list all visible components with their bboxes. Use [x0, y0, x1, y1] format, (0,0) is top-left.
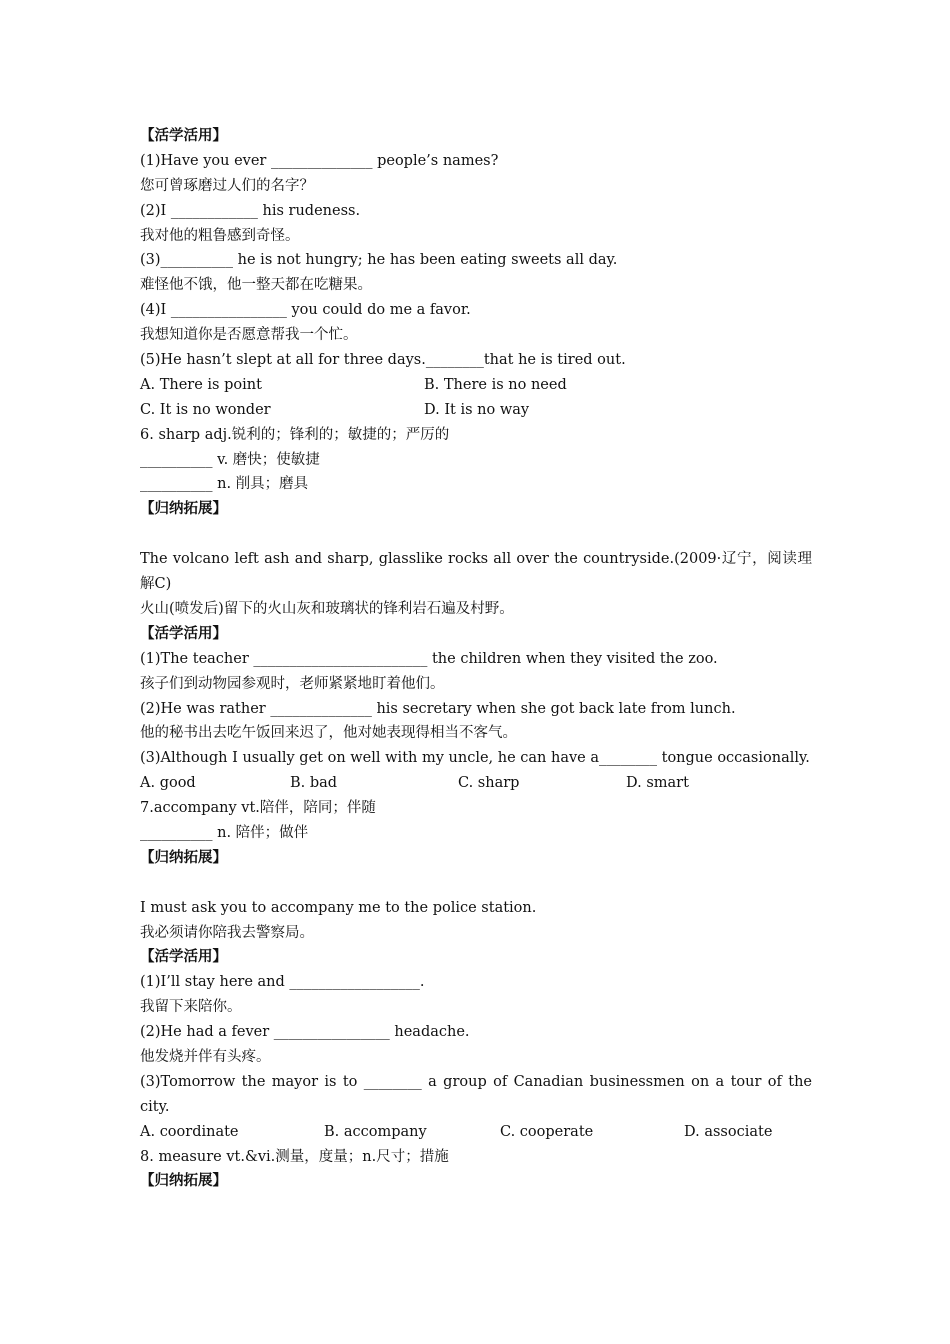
- blank-line: [140, 522, 812, 547]
- exercise-question: (2)I ____________ his rudeness.: [140, 202, 361, 219]
- exercise-question: (3)__________ he is not hungry; he has been eating sweets all day.: [140, 252, 618, 269]
- word-form: __________ n. 陪伴；做伴: [140, 824, 309, 841]
- section-heading: 【活学活用】: [140, 128, 227, 144]
- exercise-question: (5)He hasn’t slept at all for three days.________that he is tired out.: [140, 352, 626, 369]
- option-c: C. sharp: [458, 775, 520, 792]
- exercise-translation: 我留下来陪你。: [140, 999, 242, 1016]
- option-c: C. cooperate: [500, 1123, 594, 1140]
- exercise-question: (3)Tomorrow the mayor is to ________ a group of Canadian businessmen on a tour of the city.: [140, 1073, 812, 1115]
- option-d: D. smart: [626, 775, 689, 792]
- section-heading: 【活学活用】: [140, 949, 227, 966]
- word-form: __________ v. 磨快；使敏捷: [140, 451, 320, 468]
- exercise-translation: 他发烧并伴有头疼。: [140, 1049, 271, 1065]
- exercise-question: (1)I’ll stay here and __________________.: [140, 974, 425, 991]
- exercise-question: (4)I ________________ you could do me a favor.: [140, 302, 471, 319]
- option-b: B. There is no need: [424, 376, 567, 393]
- exercise-translation: 您可曾琢磨过人们的名字？: [140, 177, 314, 194]
- word-entry-title: 6. sharp adj.锐利的；锋利的；敏捷的；严厉的: [140, 426, 450, 443]
- answer-options: [140, 398, 812, 423]
- exercise-translation: 孩子们到动物园参观时，老师紧紧地盯着他们。: [140, 675, 445, 692]
- option-a: A. coordinate: [140, 1123, 239, 1140]
- exercise-question: (2)He was rather ______________ his secretary when she got back late from lunch.: [140, 700, 736, 717]
- exercise-question: (3)Although I usually get on well with my uncle, he can have a________ tongue occasionally.: [140, 750, 810, 767]
- exercise-question: (1)The teacher ________________________ the children when they visited the zoo.: [140, 650, 718, 667]
- worksheet-page: [140, 124, 812, 1194]
- answer-options: [140, 373, 812, 398]
- exercise-question: (1)Have you ever ______________ people’s names?: [140, 152, 499, 169]
- word-form: __________ n. 削具；磨具: [140, 476, 309, 493]
- section-heading: 【归纳拓展】: [140, 849, 227, 866]
- option-d: D. associate: [684, 1123, 773, 1140]
- example-translation: 火山(喷发后)留下的火山灰和玻璃状的锋利岩石遍及村野。: [140, 600, 514, 617]
- option-d: D. It is no way: [424, 401, 530, 418]
- section-heading: 【归纳拓展】: [140, 1173, 227, 1190]
- word-entry-title: 7.accompany vt.陪伴，陪同；伴随: [140, 800, 376, 817]
- exercise-translation: 我想知道你是否愿意帮我一个忙。: [140, 327, 358, 344]
- exercise-translation: 他的秘书出去吃午饭回来迟了，他对她表现得相当不客气。: [140, 725, 517, 742]
- exercise-translation: 我对他的粗鲁感到奇怪。: [140, 227, 300, 244]
- example-sentence: I must ask you to accompany me to the police station.: [140, 899, 537, 916]
- exercise-question: (2)He had a fever ________________ headache.: [140, 1024, 470, 1041]
- word-entry-title: 8. measure vt.&vi.测量，度量；n.尺寸；措施: [140, 1148, 449, 1165]
- example-translation: 我必须请你陪我去警察局。: [140, 924, 314, 941]
- option-a: A. There is point: [140, 376, 262, 393]
- option-b: B. bad: [290, 775, 338, 792]
- option-c: C. It is no wonder: [140, 401, 271, 418]
- answer-options: [140, 771, 812, 796]
- section-heading: 【活学活用】: [140, 625, 227, 642]
- option-b: B. accompany: [324, 1123, 427, 1140]
- section-heading: 【归纳拓展】: [140, 501, 227, 518]
- exercise-translation: 难怪他不饿，他一整天都在吃糖果。: [140, 277, 372, 294]
- option-a: A. good: [140, 775, 196, 792]
- example-sentence: The volcano left ash and sharp, glasslike rocks all over the countryside.(2009·辽宁，阅读理解C): [140, 551, 812, 593]
- answer-options: [140, 1120, 812, 1145]
- blank-line: [140, 871, 812, 896]
